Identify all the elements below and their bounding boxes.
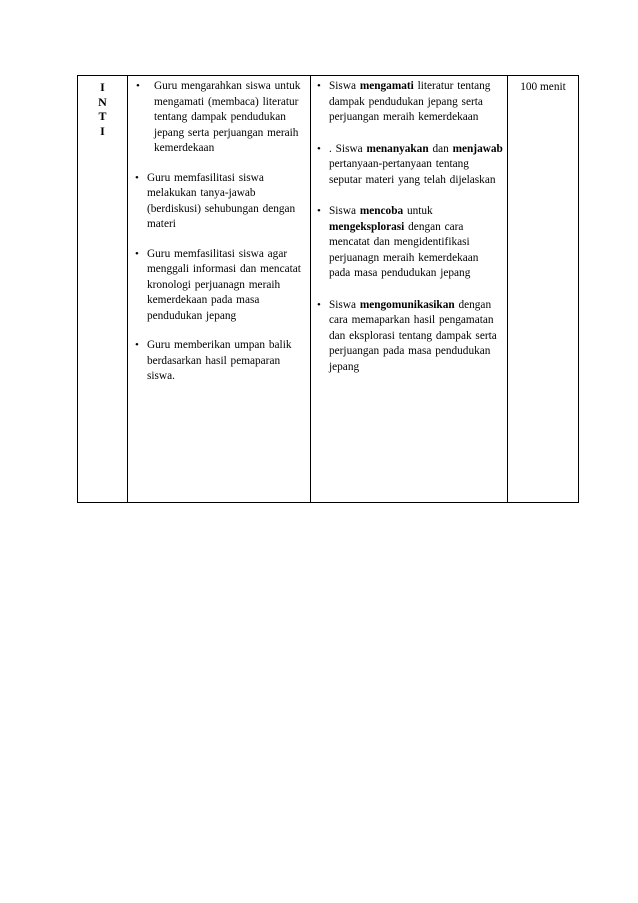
student-activity-text: dengan cara memaparkan hasil pengamatan dan eksplorasi tentang dampak serta perjuangan pada masa pendudukan jepang [329, 298, 497, 373]
activity-keyword: mencoba [359, 205, 404, 217]
bullet-icon: • [136, 80, 140, 92]
student-activity-text: dan [428, 142, 453, 155]
activity-keyword: menanyakan [366, 142, 429, 155]
bullet-icon: • [317, 80, 321, 92]
student-activity-item [316, 204, 503, 282]
stage-letter: I [100, 80, 105, 94]
student-activity-text: Siswa [329, 205, 360, 217]
bullet-icon: • [135, 339, 139, 351]
teacher-activity-item [134, 171, 306, 233]
activity-keyword: mengeksplorasi [329, 220, 405, 233]
activity-keyword: menjawab [452, 142, 503, 155]
activity-keyword: mengomunikasikan [359, 298, 455, 311]
bullet-icon: • [317, 298, 321, 311]
teacher-activity-item [134, 79, 306, 157]
bullet-icon: • [317, 142, 321, 155]
bullet-icon: • [317, 205, 321, 217]
teacher-activities-cell [128, 76, 311, 503]
teacher-activity-text: Guru mengarahkan siswa untuk mengamati (membaca) literatur tentang dampak pendudukan jepang serta perjuangan meraih kemerdekaan [154, 80, 301, 154]
teacher-activity-text: Guru memfasilitasi siswa melakukan tanya-jawab (berdiskusi) sehubungan dengan materi [147, 171, 296, 230]
stage-label [78, 76, 127, 138]
teacher-activity-text: Guru memberikan umpan balik berdasarkan hasil pemaparan siswa. [147, 339, 292, 382]
student-activity-text: Siswa [329, 80, 360, 92]
student-activity-text: dengan cara mencatat dan mengidentifikasi perjuanagn meraih kemerdekaan pada masa pendudukan jepang [329, 220, 479, 279]
student-activity-item [316, 298, 503, 376]
student-activity-text: . Siswa [329, 142, 367, 155]
stage-letter: I [100, 123, 105, 138]
teacher-activity-item [134, 338, 306, 385]
student-activities-cell [311, 76, 508, 503]
activity-keyword: mengamati [359, 80, 414, 92]
student-activity-text: untuk [403, 205, 433, 217]
lesson-activity-table [77, 75, 579, 503]
student-activity-list [311, 76, 507, 375]
bullet-icon: • [135, 171, 139, 184]
student-activity-text: literatur tentang dampak pendudukan jepang serta perjuangan meraih kemerdekaan [329, 80, 491, 123]
stage-letter: N [98, 94, 107, 109]
time-allocation: 100 menit [520, 81, 566, 93]
student-activity-item [316, 79, 503, 126]
teacher-activity-text: Guru memfasilitasi siswa agar menggali informasi dan mencatat kronologi perjuanagn meraih kemerdekaan pada masa pendudukan jepang [147, 247, 301, 322]
stage-letter: T [98, 109, 107, 123]
time-cell [508, 76, 579, 503]
teacher-activity-list [128, 76, 310, 385]
student-activity-text: Siswa [329, 298, 360, 311]
student-activity-item [316, 142, 503, 189]
teacher-activity-item [134, 247, 306, 325]
student-activity-text: pertanyaan-pertanyaan tentang seputar materi yang telah dijelaskan [329, 158, 496, 186]
stage-cell [78, 76, 128, 503]
core-activity-row [78, 76, 579, 503]
bullet-icon: • [135, 247, 139, 260]
